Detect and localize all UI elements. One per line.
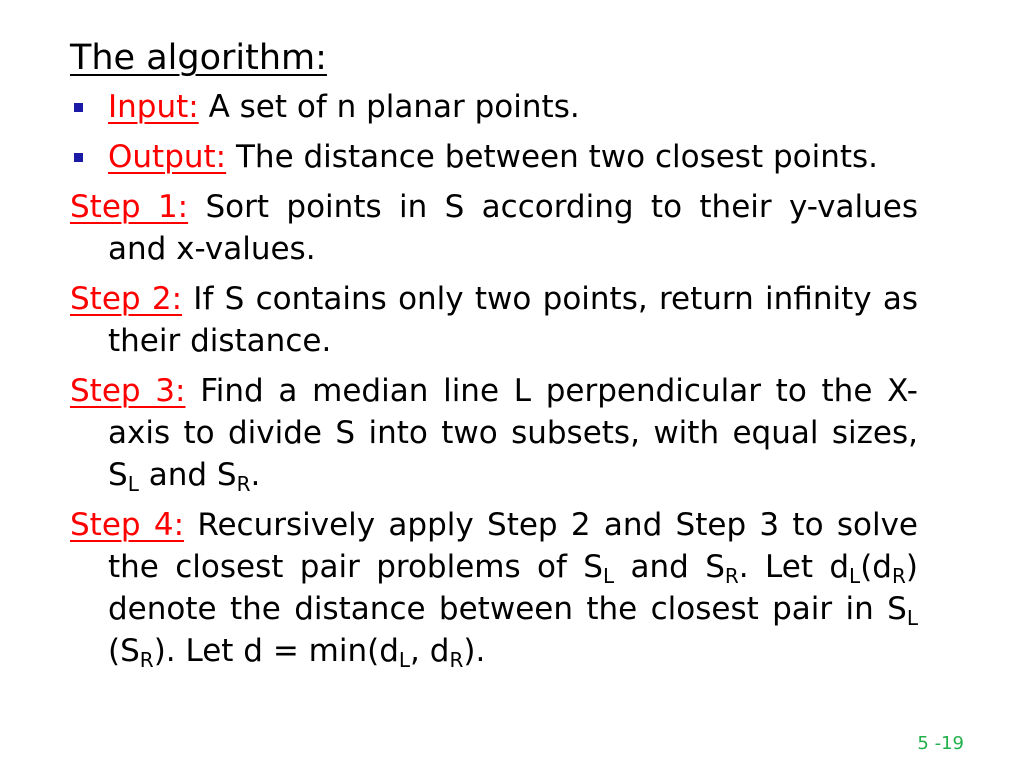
step-4-text: , d [410,633,450,669]
bullet-input [70,86,918,128]
step-4-text: ). Let d = min(d [153,633,399,669]
subscript: R [724,564,739,588]
input-label: Input: [108,89,199,125]
step-4-text: ). [463,633,486,669]
bullet-output [70,136,918,178]
subscript: R [236,472,251,496]
slide-title: The algorithm: [70,38,327,78]
output-text: The distance between two closest points. [226,139,879,175]
step-3-text: Find a median line L perpendicular to the X-axis to divide S into two subsets, with equal sizes, S [108,373,918,493]
step-1 [70,186,918,270]
step-3 [70,370,918,496]
square-bullet-icon [74,103,83,112]
step-1-label: Step 1: [70,189,189,225]
subscript: L [127,472,139,496]
subscript: R [449,648,464,672]
slide-content [70,36,918,680]
step-4-label: Step 4: [70,507,185,543]
subscript: R [139,648,154,672]
subscript: L [602,564,615,588]
input-text: A set of n planar points. [198,89,580,125]
step-2-label: Step 2: [70,281,183,317]
step-4-text: ) denote the distance between the closest pair in S [108,549,918,627]
output-label: Output: [108,139,227,175]
subscript: R [891,564,906,588]
step-4-text: (d [860,549,892,585]
step-3-label: Step 3: [70,373,186,409]
step-4-text: Recursively apply Step 2 and Step 3 to solve the closest pair problems of S [108,507,918,585]
square-bullet-icon [74,153,83,162]
step-3-text: and S [138,457,237,493]
step-4-text: and S [614,549,725,585]
step-2-text: If S contains only two points, return infinity as their distance. [108,281,919,359]
step-1-text: Sort points in S according to their y-values and x-values. [108,189,918,267]
step-4-text: . Let d [738,549,850,585]
page-number: 5 -19 [917,733,964,754]
step-3-text: . [250,457,261,493]
step-2 [70,278,918,362]
step-4 [70,504,918,672]
step-4-text: (S [108,633,140,669]
subscript: L [398,648,411,672]
subscript: L [849,564,861,588]
subscript: L [906,606,918,630]
